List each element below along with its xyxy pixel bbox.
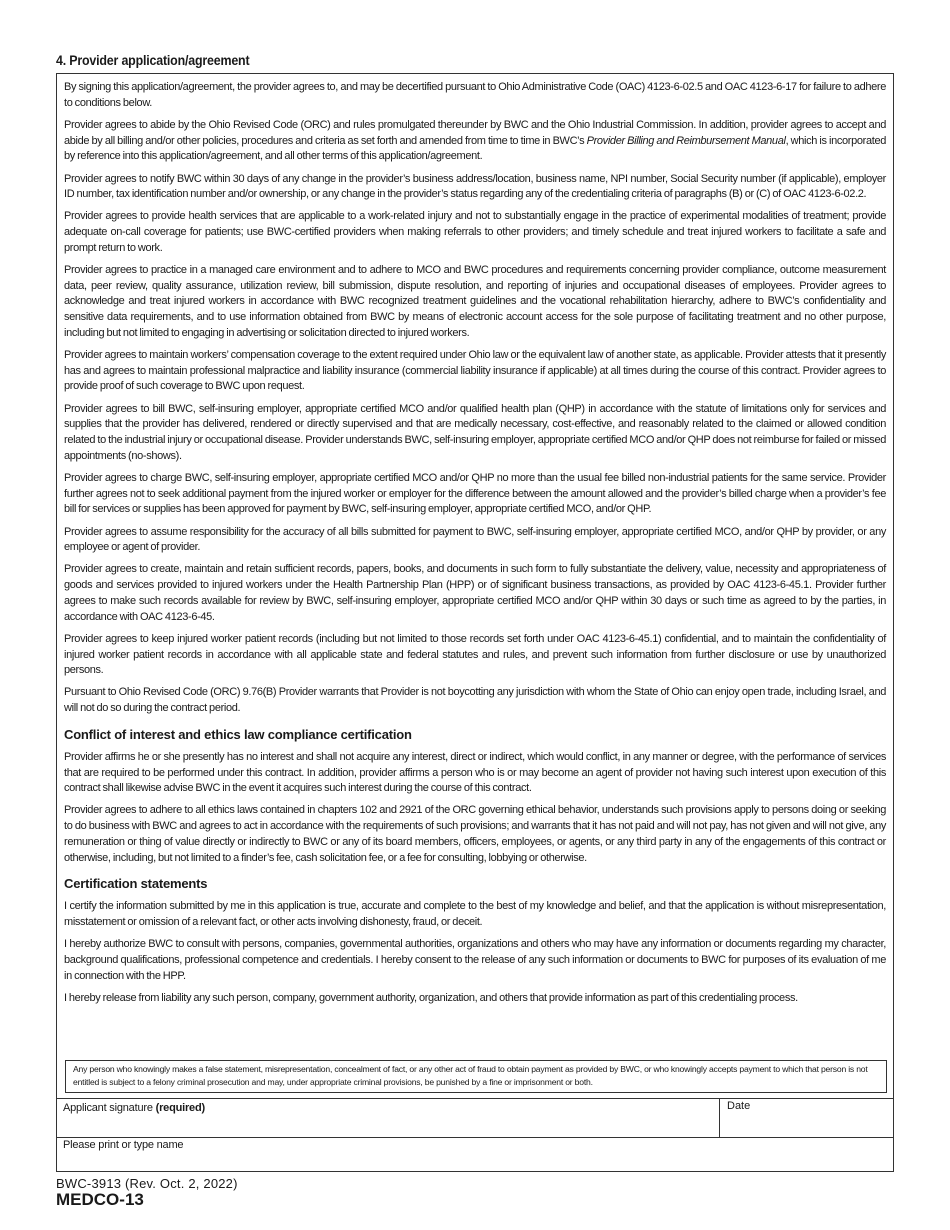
form-id: BWC-3913 (Rev. Oct. 2, 2022) <box>56 1176 238 1191</box>
conflict-paragraph: Provider agrees to adhere to all ethics laws contained in chapters 102 and 2921 of the ORC governing ethical behavior, understands such provisions apply to persons doing or seeking to do business with BWC and agrees to act in accordance with the requirements of such provisions; and warrants that it has not paid and will not pay, has not given and will not give, any remuneration or thing of value directly or indirectly to BWC or any of its board members, officers, employees, or agents, or any third party in any of the engagements of this contract or otherwise, including, but not limited to a finder’s fee, cash solicitation fee, or a fee for consulting, lobbying or otherwise. <box>64 804 886 864</box>
certification-paragraph: I certify the information submitted by me in this application is true, accurate and complete to the best of my knowledge and belief, and that the application is without misrepresentation, misstatement or omission of a relevant fact, or other acts involving dishonesty, fraud, or deceit. <box>64 900 886 928</box>
section-title: 4. Provider application/agreement <box>56 53 250 68</box>
agreement-paragraph: Pursuant to Ohio Revised Code (ORC) 9.76(B) Provider warrants that Provider is not boycotting any jurisdiction with whom the State of Ohio can enjoy open trade, including Israel, and will not do so during the contract period. <box>64 686 886 715</box>
date-field[interactable] <box>719 1099 893 1137</box>
form-code: MEDCO-13 <box>56 1190 144 1209</box>
agreement-paragraph: Provider agrees to create, maintain and retain sufficient records, papers, books, and documents in such form to fully substantiate the delivery, value, necessity and appropriateness of goods and services provided to injured workers under the Health Partnership Plan (HPP) or of significant business transactions, as provided by OAC 4123-6-45.1. Provider further agrees to make such records available for review by BWC, self-insuring employer, appropriate certified MCO and/or QHP within 30 days or such time as agreed to by the parties, in accordance with OAC 4123-6-45. <box>64 563 886 623</box>
agreement-paragraph: Provider agrees to provide health services that are applicable to a work-related injury and not to substantially engage in the practice of experimental modalities of treatment; provide adequate on-call coverage for patients; use BWC-certified providers when making referrals to other providers; and timely schedule and treat injured workers to facilitate a safe and prompt return to work. <box>64 210 886 254</box>
agreement-paragraph: Provider agrees to notify BWC within 30 days of any change in the provider’s business address/location, business name, NPI number, Social Security number (if applicable), employer ID number, tax identification number and/or ownership, or any change in the provider’s status regarding any of the credentialing criteria of paragraphs (B) or (C) of OAC 4123-6-02.2. <box>64 172 886 201</box>
agreement-paragraph: Provider agrees to keep injured worker patient records (including but not limited to those records set forth under OAC 4123-6-45.1) confidential, and to maintain the confidentiality of injured worker patient records in accordance with all applicable state and federal statutes and rules, and prevent such information from further disclosure or use by unauthorized persons. <box>64 632 886 677</box>
printed-name-field[interactable] <box>57 1137 893 1172</box>
agreement-frame <box>56 73 894 1172</box>
applicant-signature-field[interactable] <box>57 1098 893 1137</box>
date-label: Date <box>727 1100 751 1112</box>
conflict-paragraph: Provider affirms he or she presently has no interest and shall not acquire any interest, direct or indirect, which would conflict, in any manner or degree, with the performance of services that are required to be performed under this contract. In addition, provider affirms a person who is or may become an agent of provider not having such interest upon execution of this contract shall likewise advise BWC in the event it acquires such interest during the course of this contract. <box>64 750 886 795</box>
agreement-body <box>64 80 886 1013</box>
agreement-paragraph: Provider agrees to charge BWC, self-insuring employer, appropriate certified MCO and/or QHP no more than the usual fee billed non-industrial patients for the same service. Provider further agrees not to seek additional payment from the injured worker or employer for the difference between the amount allowed and the provider’s billed charge when a provider’s fee bill for services or supplies has been approved for payment by BWC, self-insuring employer, appropriate certified MCO, and/or QHP. <box>64 471 886 516</box>
fraud-warning: Any person who knowingly makes a false statement, misrepresentation, concealment of fact, or any other act of fraud to obtain payment as provided by BWC, or who knowingly accepts payment to which that person is not entitled is subject to a felony criminal prosecution and may, under appropriate criminal provisions, be punished by a fine or imprisonment or both. <box>65 1060 887 1093</box>
signature-label: Applicant signature (required) <box>63 1102 205 1114</box>
agreement-paragraph: Provider agrees to practice in a managed care environment and to adhere to MCO and BWC procedures and requirements concerning provider compliance, outcome measurement data, peer review, quality assurance, utilization review, bill submission, dispute resolution, and reporting of injuries and occupational diseases of employees. Provider agrees to acknowledge and treat injured workers in accordance with BWC recognized treatment guidelines and the vocational rehabilitation hierarchy, adhere to BWC’s confidentiality and sensitive data requirements, and to use information obtained from BWC by means of electronic account access for the sole purpose of facilitating treatment and no other purpose, including but not limited to engaging in advertising or solicitation directed to injured workers. <box>64 264 886 339</box>
agreement-paragraph-manual <box>64 118 886 165</box>
certification-paragraph: I hereby release from liability any such person, company, government authority, organization, and others that provide information as part of this credentialing process. <box>64 991 798 1004</box>
conflict-heading: Conflict of interest and ethics law compliance certification <box>64 726 412 742</box>
manual-text-before: Provider agrees to abide by the Ohio Revised Code (ORC) and rules promulgated thereunder by BWC and the Ohio Industrial Commission. In addition, provider agrees to accept and abide by all billing and/or other policies, procedures and criteria as set forth and amended from time to time in BWC’s <box>64 118 886 147</box>
agreement-paragraph: Provider agrees to bill BWC, self-insuring employer, appropriate certified MCO and/or qualified health plan (QHP) in accordance with the statute of limitations only for services and supplies that the provider has delivered, rendered or directly supervised and that are medically necessary, cost-effective, and reasonably related to the claimed or allowed condition related to the industrial injury or occupational disease. Provider understands BWC, self-insuring employer, appropriate certified MCO and/or QHP does not reimburse for failed or missed appointments (no-shows). <box>64 402 886 462</box>
manual-text-after: , which is incorporated by reference into this application/agreement, and all other terms of this application/agreement. <box>64 134 886 163</box>
certification-heading: Certification statements <box>64 876 208 892</box>
agreement-paragraph: By signing this application/agreement, the provider agrees to, and may be decertified pursuant to Ohio Administrative Code (OAC) 4123-6-02.5 and OAC 4123-6-17 for failure to adhere to conditions below. <box>64 81 886 109</box>
agreement-paragraph: Provider agrees to maintain workers’ compensation coverage to the extent required under Ohio law or the equivalent law of another state, as applicable. Provider attests that it presently has and agrees to maintain professional malpractice and liability insurance (commercial liability insurance if applicable) at all times during the course of this contract. Provider agrees to provide proof of such coverage to BWC upon request. <box>64 349 886 393</box>
certification-paragraph: I hereby authorize BWC to consult with persons, companies, governmental authorities, organizations and others who may have any information or documents regarding my character, background qualifications, professional competence and credentials. I hereby consent to the release of any such information or documents to BWC for purposes of its evaluation of me in connection with the HPP. <box>64 938 886 982</box>
required-marker: (required) <box>155 1102 205 1114</box>
printed-name-label: Please print or type name <box>63 1139 184 1151</box>
agreement-paragraph: Provider agrees to assume responsibility for the accuracy of all bills submitted for payment to BWC, self-insuring employer, appropriate certified MCO, and/or QHP by provider, or any employee or agent of provider. <box>64 525 886 554</box>
manual-title: Provider Billing and Reimbursement Manual <box>586 134 786 147</box>
